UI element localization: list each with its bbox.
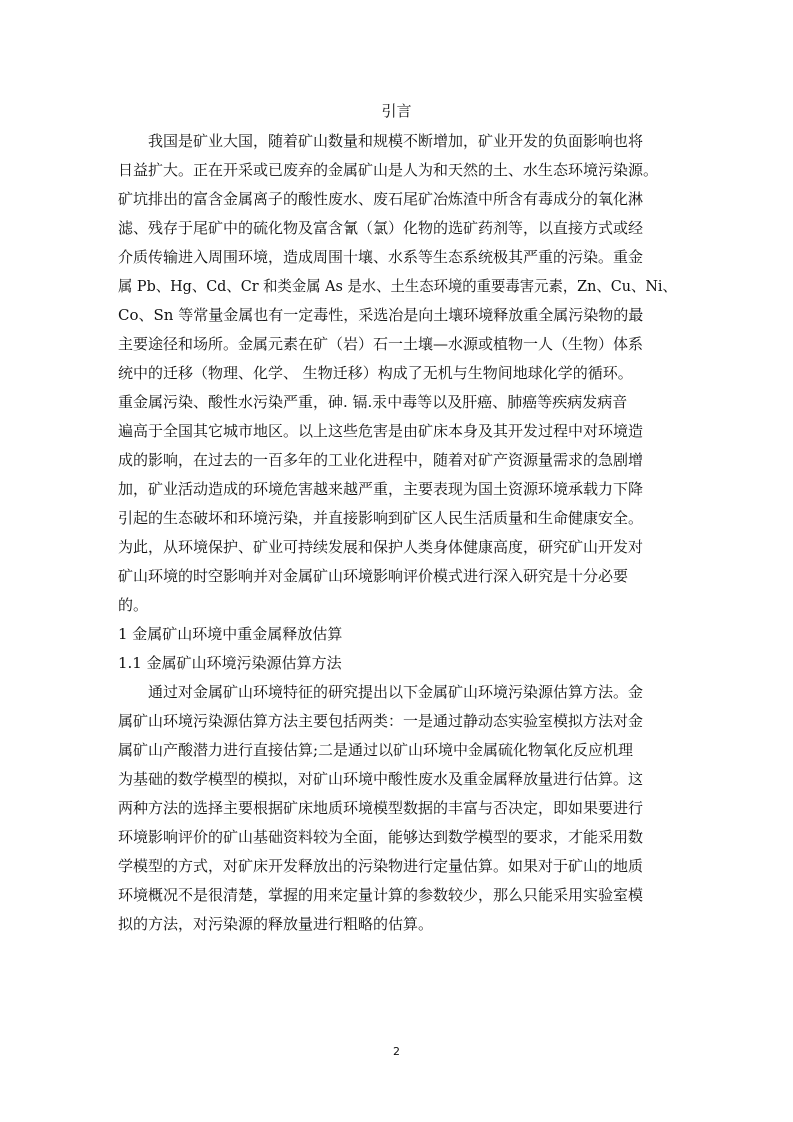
- body-line: 遍高于全国其它城市地区。以上这些危害是由矿床本身及其开发过程中对环境造: [118, 422, 644, 440]
- body-line: 拟的方法，对污染源的释放量进行粗略的估算。: [118, 915, 434, 933]
- body-line: Co、Sn 等常量金属也有一定毒性，采选冶是向土壤环境释放重全属污染物的最: [118, 306, 644, 324]
- body-line: 为基础的数学模型的模拟，对矿山环境中酸性废水及重金属释放量进行估算。这: [118, 770, 644, 788]
- body-line: 属 Pb、Hg、Cd、Cr 和类金属 As 是水、土生态环境的重要毒害元素，Zn、Cu、Ni、: [118, 277, 677, 295]
- body-line: 属矿山产酸潜力进行直接估算;二是通过以矿山环境中金属硫化物氧化反应机理: [118, 741, 634, 759]
- page-number: 2: [393, 1045, 400, 1058]
- body-line: 为此，从环境保护、矿业可持续发展和保护人类身体健康高度，研究矿山开发对: [118, 538, 644, 556]
- body-line: 学模型的方式，对矿床开发释放出的污染物进行定量估算。如果对于矿山的地质: [118, 857, 644, 875]
- body-line: 我国是矿业大国，随着矿山数量和规模不断增加，矿业开发的负面影响也将: [148, 132, 644, 150]
- body-line: 的。: [118, 596, 149, 614]
- body-line: 滤、残存于尾矿中的硫化物及富含氰（氯）化物的选矿药剂等，以直接方式或经: [118, 219, 644, 237]
- section-title: 引言: [381, 102, 412, 120]
- body-line: 加，矿业活动造成的环境危害越来越严重，主要表现为国土资源环境承载力下降: [118, 480, 644, 498]
- body-line: 介质传输进入周围环境，造成周围十壤、水系等生态系统极其严重的污染。重金: [118, 248, 644, 266]
- body-line: 环境影响评价的矿山基础资料较为全面，能够达到数学模型的要求，才能采用数: [118, 828, 644, 846]
- body-line: 属矿山环境污染源估算方法主要包括两类：一是通过静动态实验室模拟方法对金: [118, 712, 644, 730]
- body-line: 矿坑排出的富含金属离子的酸性废水、废石尾矿冶炼渣中所含有毒成分的氧化淋: [118, 190, 644, 208]
- body-line: 重金属污染、酸性水污染严重，砷. 镉.汞中毒等以及肝癌、肺癌等疾病发病音: [118, 393, 628, 411]
- body-line: 通过对金属矿山环境特征的研究提出以下金属矿山环境污染源估算方法。金: [148, 683, 644, 701]
- body-line: 两种方法的选择主要根据矿床地质环境模型数据的丰富与否决定，即如果要进行: [118, 799, 644, 817]
- section-heading: 1 金属矿山环境中重金属释放估算: [118, 625, 343, 643]
- body-line: 环境概况不是很清楚，掌握的用来定量计算的参数较少，那么只能采用实验室模: [118, 886, 644, 904]
- body-line: 矿山环境的时空影响并对金属矿山环境影响评价模式进行深入研究是十分必要: [118, 567, 629, 585]
- body-line: 引起的生态破坏和环境污染，并直接影响到矿区人民生活质量和生命健康安全。: [118, 509, 644, 527]
- subsection-heading: 1.1 金属矿山环境污染源估算方法: [118, 654, 342, 672]
- body-line: 统中的迁移（物理、化学、 生物迁移）构成了无机与生物间地球化学的循环。: [118, 364, 633, 382]
- body-line: 日益扩大。正在开采或已废弃的金属矿山是人为和天然的土、水生态环境污染源。: [118, 161, 659, 179]
- body-line: 成的影响，在过去的一百多年的工业化进程中，随着对矿产资源量需求的急剧增: [118, 451, 644, 469]
- body-line: 主要途径和场所。金属元素在矿（岩）石一土壤—水源或植物一人（生物）体系: [118, 335, 644, 353]
